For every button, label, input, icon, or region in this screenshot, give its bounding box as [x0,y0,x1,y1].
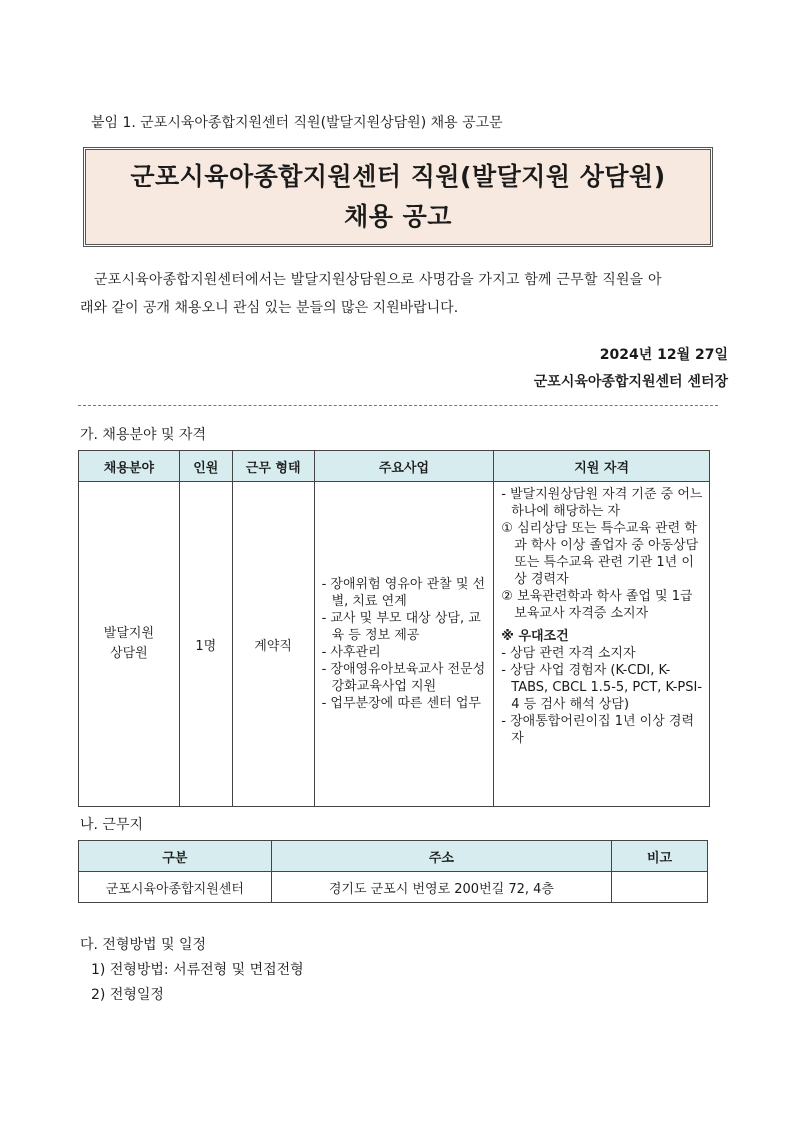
table-header-row [79,841,708,872]
header-note: 비고 [612,841,708,872]
duties-list [322,576,489,712]
duty-item: - 장애영유아보육교사 전문성 강화교육사업 지원 [321,662,486,694]
header-qualifications: 지원 자격 [494,451,710,482]
workplace-table [78,840,708,903]
duties-cell [314,482,494,807]
preference-heading: ※ 우대조건 [501,629,569,644]
table-row [79,482,710,807]
field-line-1: 발달지원 [103,626,155,641]
intro-paragraph [80,266,710,322]
header-field: 채용분야 [79,451,180,482]
title-box [83,147,713,247]
preference-item: - 상담 관련 자격 소지자 [501,646,636,661]
table-row [79,872,708,903]
selection-schedule: 2) 전형일정 [91,987,164,1003]
section-b-heading: 나. 근무지 [80,817,143,833]
preference-item: - 장애통합어린이집 1년 이상 경력자 [501,714,695,746]
field-line-2: 상담원 [110,646,148,661]
work-type-cell: 계약직 [232,482,314,807]
selection-method: 1) 전형방법: 서류전형 및 면접전형 [91,962,304,978]
duty-item: - 사후관리 [321,645,381,660]
workplace-note [612,872,708,903]
header-address: 주소 [271,841,611,872]
intro-line-1: 군포시육아종합지원센터에서는 발달지원상담원으로 사명감을 가지고 함께 근무할 직원을 아 [94,272,662,288]
attachment-label: 붙임 1. 군포시육아종합지원센터 직원(발달지원상담원) 채용 공고문 [91,115,503,131]
header-duties: 주요사업 [314,451,494,482]
dashed-divider [78,405,718,406]
field-cell [79,482,180,807]
duty-item: - 교사 및 부모 대상 상담, 교육 등 정보 제공 [321,611,481,643]
duty-item: - 업무분장에 따른 센터 업무 [321,696,481,711]
announcement-date: 2024년 12월 27일 [599,347,728,363]
workplace-address: 경기도 군포시 번영로 200번길 72, 4층 [271,872,611,903]
signer: 군포시육아종합지원센터 센터장 [533,374,728,390]
table-header-row [79,451,710,482]
title-line-1: 군포시육아종합지원센터 직원(발달지원 상담원) [130,162,666,191]
intro-line-2: 래와 같이 공개 채용오니 관심 있는 분들의 많은 지원바랍니다. [80,300,459,316]
count-cell: 1명 [179,482,232,807]
recruitment-table [78,450,710,807]
header-category: 구분 [79,841,272,872]
qual-intro: - 발달지원상담원 자격 기준 중 어느 하나에 해당하는 자 [501,487,703,519]
header-count: 인원 [179,451,232,482]
qual-item: ② 보육관련학과 학사 졸업 및 1급 보육교사 자격증 소지자 [501,589,693,621]
section-a-heading: 가. 채용분야 및 자격 [80,427,206,443]
preference-item: - 상담 사업 경험자 (K-CDI, K-TABS, CBCL 1.5-5, PCT, K-PSI-4 등 검사 해석 상담) [501,663,703,712]
duty-item: - 장애위험 영유아 관찰 및 선별, 치료 연계 [321,577,486,609]
header-work-type: 근무 형태 [232,451,314,482]
qualifications-cell [494,482,710,807]
title-line-2: 채용 공고 [344,202,452,231]
qual-item: ① 심리상담 또는 특수교육 관련 학과 학사 이상 졸업자 중 아동상담 또는 특수교육 관련 기관 1년 이상 경력자 [501,521,699,587]
workplace-name: 군포시육아종합지원센터 [79,872,272,903]
section-c-heading: 다. 전형방법 및 일정 [80,937,206,953]
